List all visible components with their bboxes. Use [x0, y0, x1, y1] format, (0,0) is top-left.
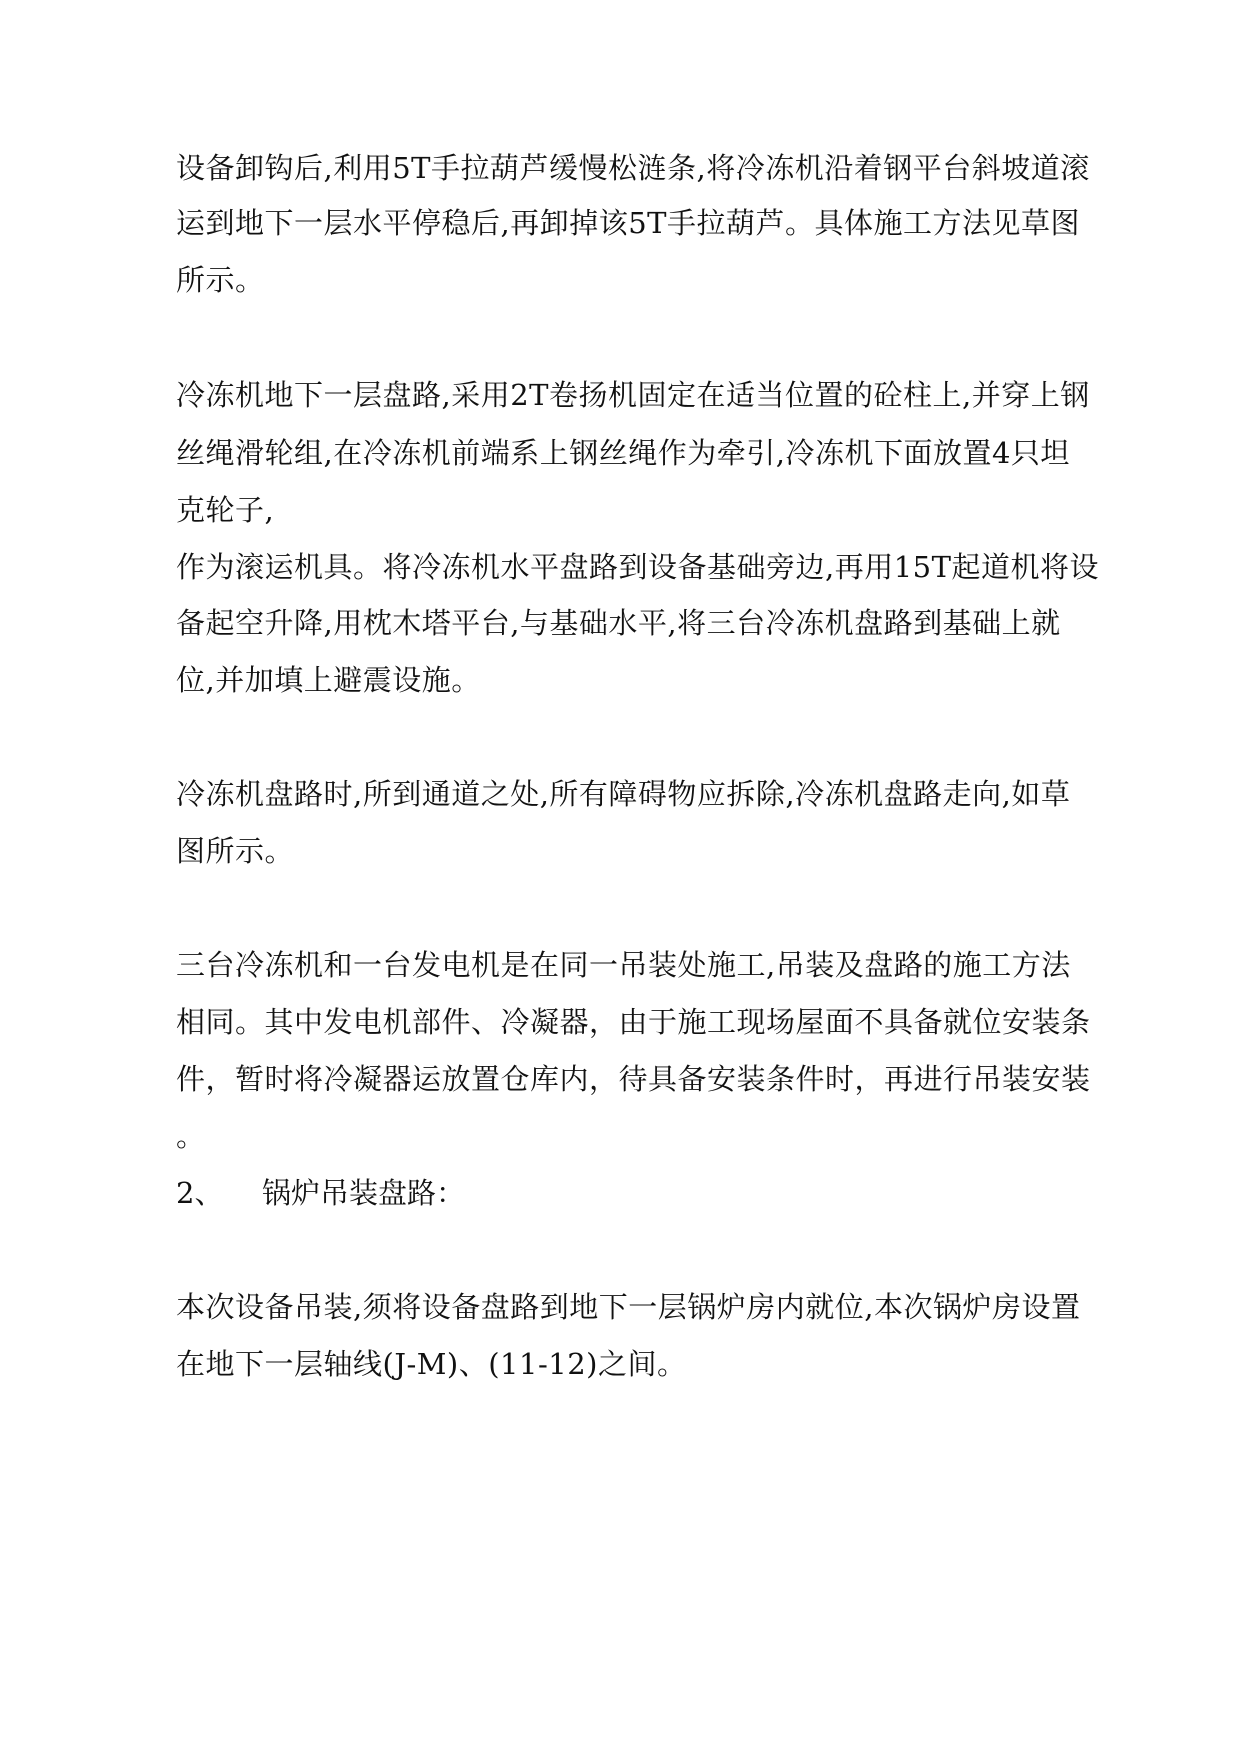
- heading-text: 锅炉吊装盘路：: [262, 1176, 466, 1210]
- text-line: 。: [176, 1119, 206, 1153]
- text-line: 丝绳滑轮组,在冷冻机前端系上钢丝绳作为牵引,冷冻机下面放置4只坦: [176, 436, 1070, 470]
- text-line: 设备卸钩后,利用5T手拉葫芦缓慢松涟条,将冷冻机沿着钢平台斜坡道滚: [176, 151, 1090, 185]
- text-line: 本次设备吊装,须将设备盘路到地下一层锅炉房内就位,本次锅炉房设置: [176, 1290, 1081, 1324]
- text-line: 所示。: [176, 263, 265, 297]
- text-line: 件，暂时将冷凝器运放置仓库内，待具备安装条件时，再进行吊装安装: [176, 1062, 1091, 1096]
- text-line: 冷冻机地下一层盘路,采用2T卷扬机固定在适当位置的砼柱上,并穿上钢: [176, 378, 1090, 412]
- text-line: 位,并加填上避震设施。: [176, 663, 481, 697]
- text-line: 图所示。: [176, 834, 295, 868]
- text-line: 在地下一层轴线(J-M)、(11-12)之间。: [176, 1347, 687, 1381]
- text-line: 备起空升降,用枕木塔平台,与基础水平,将三台冷冻机盘路到基础上就: [176, 606, 1061, 640]
- text-line: 克轮子,: [176, 493, 275, 527]
- text-line: 冷冻机盘路时,所到通道之处,所有障碍物应拆除,冷冻机盘路走向,如草: [176, 777, 1071, 811]
- heading-number: 2、: [176, 1176, 224, 1210]
- text-line: 作为滚运机具。将冷冻机水平盘路到设备基础旁边,再用15T起道机将设: [176, 550, 1099, 584]
- text-line: 运到地下一层水平停稳后,再卸掉该5T手拉葫芦。具体施工方法见草图: [176, 206, 1081, 240]
- text-line: 相同。其中发电机部件、冷凝器，由于施工现场屋面不具备就位安装条: [176, 1005, 1091, 1039]
- text-line: 三台冷冻机和一台发电机是在同一吊装处施工,吊装及盘路的施工方法: [176, 948, 1071, 982]
